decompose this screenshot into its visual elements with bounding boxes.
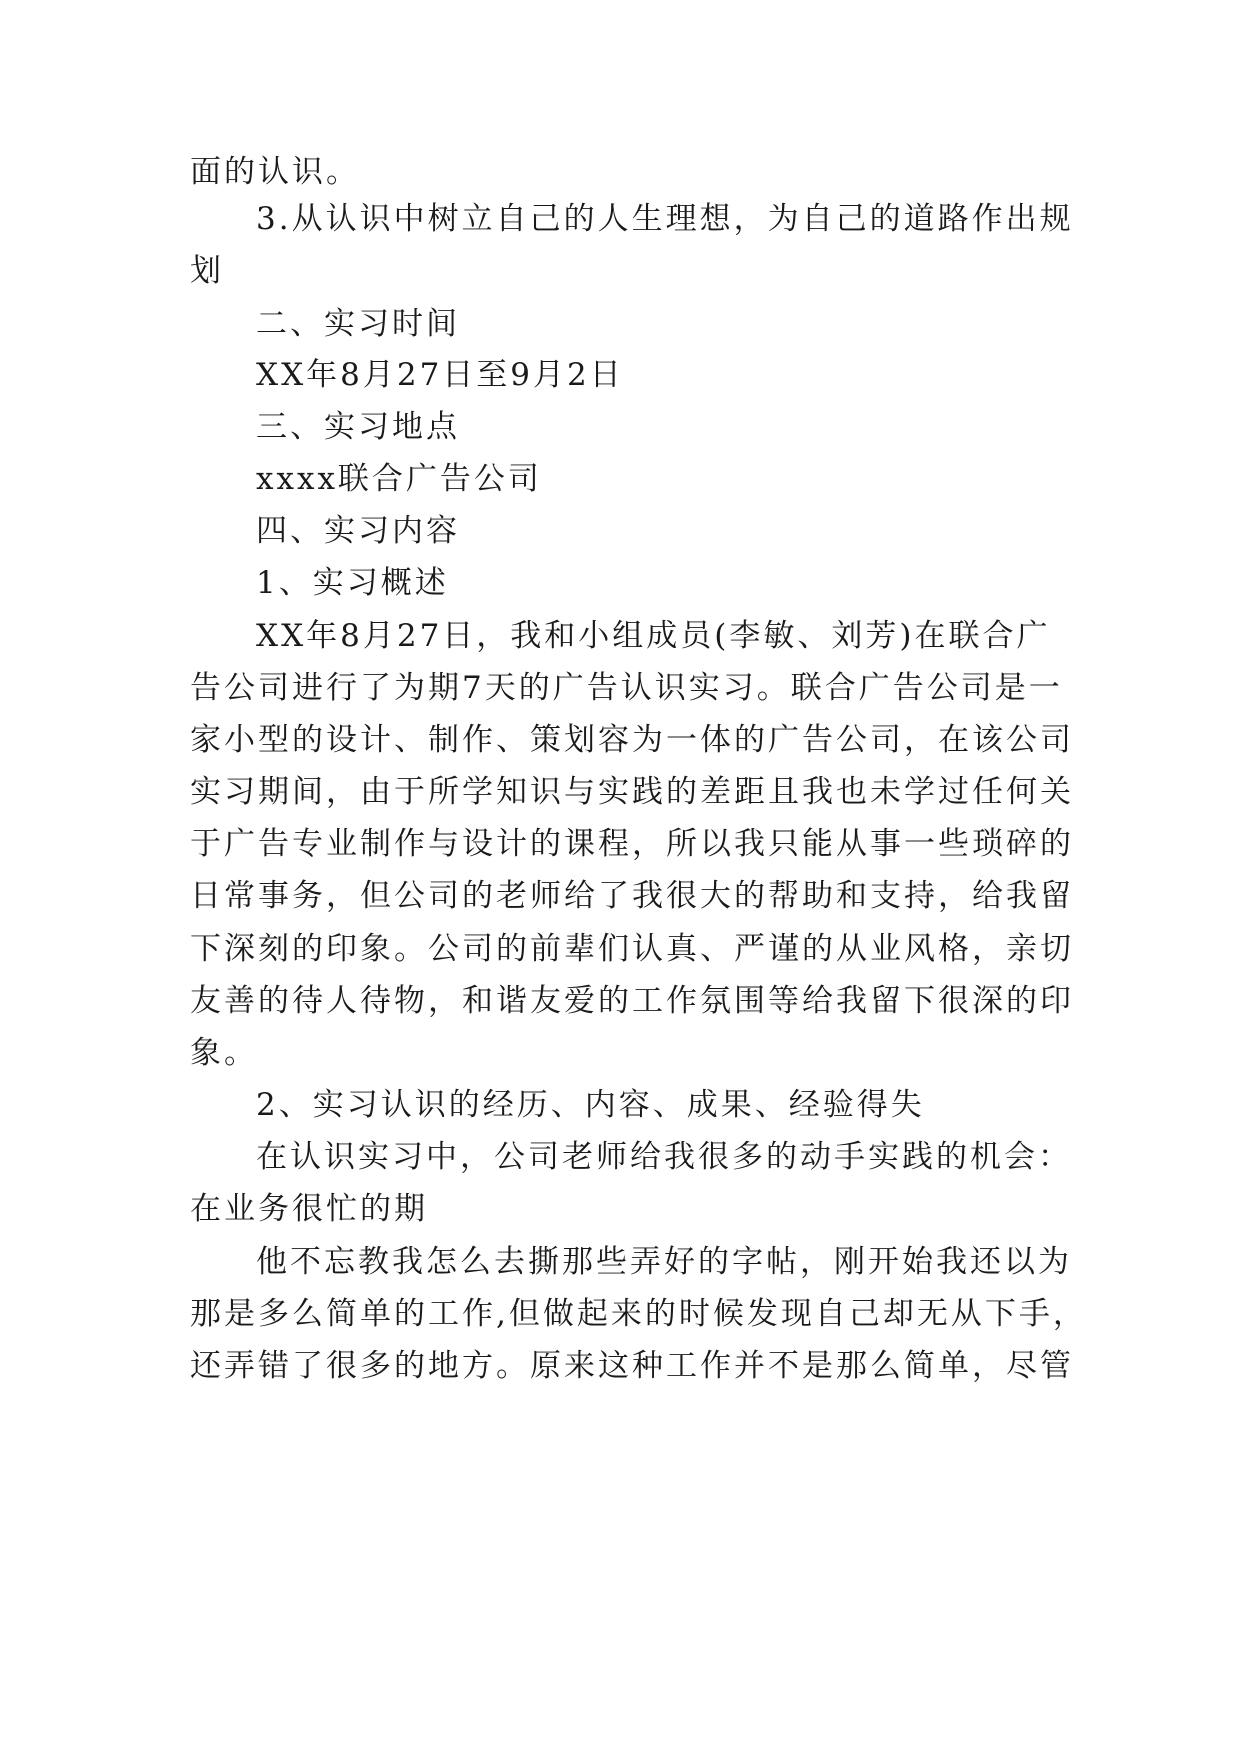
text-line: 于广告专业制作与设计的课程，所以我只能从事一些琐碎的 xyxy=(190,826,1074,862)
text-line: 家小型的设计、制作、策划容为一体的广告公司，在该公司 xyxy=(190,722,1074,758)
text-line: 日常事务，但公司的老师给了我很大的帮助和支持，给我留 xyxy=(190,878,1074,914)
text-line: 下深刻的印象。公司的前辈们认真、严谨的从业风格，亲切 xyxy=(190,931,1074,967)
subsection-heading: 2、实习认识的经历、内容、成果、经验得失 xyxy=(256,1087,925,1123)
text-line: 还弄错了很多的地方。原来这种工作并不是那么简单，尽管 xyxy=(190,1348,1074,1384)
text-line: 象。 xyxy=(190,1035,258,1071)
text-line: 他不忘教我怎么去撕那些弄好的字帖，刚开始我还以为 xyxy=(256,1244,1072,1280)
section-heading: 四、实习内容 xyxy=(256,513,460,549)
section-heading: 二、实习时间 xyxy=(256,306,460,342)
text-line: XX年8月27日至9月2日 xyxy=(256,357,624,393)
text-line: XX年8月27日，我和小组成员(李敏、刘芳)在联合广 xyxy=(256,618,1051,654)
subsection-heading: 1、实习概述 xyxy=(256,565,449,601)
text-line: 3.从认识中树立自己的人生理想，为自己的道路作出规 xyxy=(256,201,1074,237)
text-line: xxxx联合广告公司 xyxy=(256,461,542,497)
section-heading: 三、实习地点 xyxy=(256,409,460,445)
text-line: 面的认识。 xyxy=(190,154,360,190)
text-line: 友善的待人待物，和谐友爱的工作氛围等给我留下很深的印 xyxy=(190,983,1074,1019)
text-line: 告公司进行了为期7天的广告认识实习。联合广告公司是一 xyxy=(190,670,1063,706)
text-line: 在业务很忙的期 xyxy=(190,1191,428,1227)
text-line: 划 xyxy=(190,253,224,289)
text-line: 实习期间，由于所学知识与实践的差距且我也未学过任何关 xyxy=(190,774,1074,810)
text-line: 在认识实习中，公司老师给我很多的动手实践的机会： xyxy=(256,1139,1072,1175)
text-line: 那是多么简单的工作,但做起来的时候发现自己却无从下手， xyxy=(190,1296,1087,1332)
